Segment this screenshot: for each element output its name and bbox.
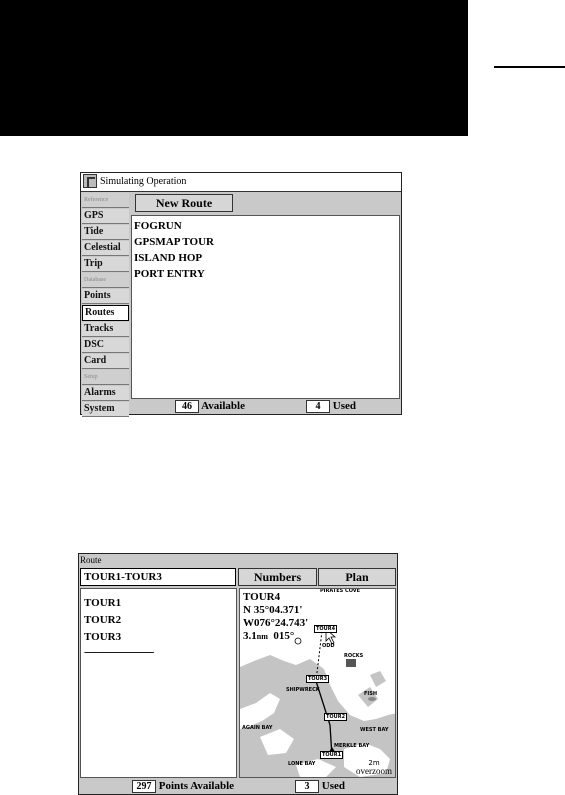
used-status: [306, 400, 356, 413]
tab-group-header: Database: [82, 273, 129, 288]
waypoint-marker-tour4[interactable]: TOUR4: [316, 626, 336, 632]
available-status: [175, 400, 245, 413]
title-text: Simulating Operation: [100, 176, 187, 187]
status-footer: [80, 780, 396, 793]
bearing-value: 015°: [273, 630, 295, 642]
tab-gps[interactable]: GPS: [82, 209, 129, 224]
route-name-field[interactable]: TOUR1-TOUR3: [80, 568, 236, 586]
waypoint-latitude: N 35°04.371': [243, 604, 303, 616]
side-rule: [494, 66, 565, 68]
waypoint-marker-tour3[interactable]: TOUR3: [308, 676, 328, 682]
waypoint-item[interactable]: TOUR2: [84, 614, 122, 626]
title-bar: [81, 173, 401, 192]
route-list-item[interactable]: FOGRUN: [134, 220, 182, 232]
map-label: MERKLE BAY: [334, 743, 370, 749]
distance-unit: nm: [256, 632, 268, 641]
waypoint-longitude: W076°24.743': [243, 617, 309, 629]
available-count: 46: [175, 400, 199, 413]
map-label: FISH: [364, 691, 378, 697]
available-label: Available: [201, 400, 245, 412]
status-footer: [131, 400, 400, 413]
tab-routes[interactable]: Routes: [82, 305, 129, 321]
route-map[interactable]: [239, 588, 396, 778]
map-label: AGAIN BAY: [242, 725, 273, 731]
tab-trip[interactable]: Trip: [82, 257, 129, 272]
numbers-button[interactable]: Numbers: [238, 568, 317, 586]
plan-button[interactable]: Plan: [318, 568, 396, 586]
tab-group-header: Reference: [82, 193, 129, 208]
map-label: WEST BAY: [360, 727, 389, 733]
route-list: [131, 215, 400, 399]
route-list-item[interactable]: ISLAND HOP: [134, 252, 203, 264]
map-scale: [356, 759, 392, 775]
waypoint-marker-tour1[interactable]: TOUR1: [322, 752, 342, 758]
tab-dsc[interactable]: DSC: [82, 338, 129, 353]
route-list-item[interactable]: GPSMAP TOUR: [134, 236, 214, 248]
tab-tide[interactable]: Tide: [82, 225, 129, 240]
scale-distance: 2m: [368, 759, 380, 767]
route-detail-screen: [78, 553, 398, 795]
tab-card[interactable]: Card: [82, 354, 129, 369]
map-label: SHIPWRECK: [286, 687, 320, 693]
points-available-status: [132, 780, 234, 793]
used-status: [295, 780, 345, 793]
map-label: LONE BAY: [288, 761, 316, 767]
points-available-count: 297: [132, 780, 156, 793]
new-route-button[interactable]: New Route: [135, 194, 233, 212]
tab-alarms[interactable]: Alarms: [82, 386, 129, 401]
points-available-label: Points Available: [158, 780, 235, 792]
waypoint-marker-tour2[interactable]: TOUR2: [326, 714, 346, 720]
map-label: ROCKS: [344, 653, 364, 659]
tab-system[interactable]: System: [82, 402, 129, 417]
waypoint-item[interactable]: TOUR1: [84, 597, 122, 609]
used-count: 4: [306, 400, 330, 413]
page-title: Route: [80, 555, 102, 565]
used-label: Used: [332, 400, 356, 412]
waypoint-distance-bearing: [243, 630, 294, 643]
empty-waypoint-slot[interactable]: --------------------------: [84, 646, 154, 658]
tab-tracks[interactable]: Tracks: [82, 322, 129, 337]
header-band: [0, 0, 468, 136]
side-tabs: [82, 193, 129, 412]
route-list-item[interactable]: PORT ENTRY: [134, 268, 205, 280]
map-label: PIRATES COVE: [320, 588, 361, 594]
simulator-icon: [83, 174, 97, 188]
distance-value: 3.1: [243, 630, 257, 642]
waypoint-list: [80, 588, 237, 778]
tab-points[interactable]: Points: [82, 289, 129, 304]
used-count: 3: [295, 780, 319, 793]
map-label: ODD: [322, 643, 335, 649]
zoom-status: overzoom: [356, 766, 392, 776]
routes-screen: [80, 172, 402, 415]
used-label: Used: [321, 780, 345, 792]
waypoint-item[interactable]: TOUR3: [84, 631, 122, 643]
waypoint-name: TOUR4: [243, 591, 281, 603]
tab-group-header: Setup: [82, 370, 129, 385]
tab-celestial[interactable]: Celestial: [82, 241, 129, 256]
